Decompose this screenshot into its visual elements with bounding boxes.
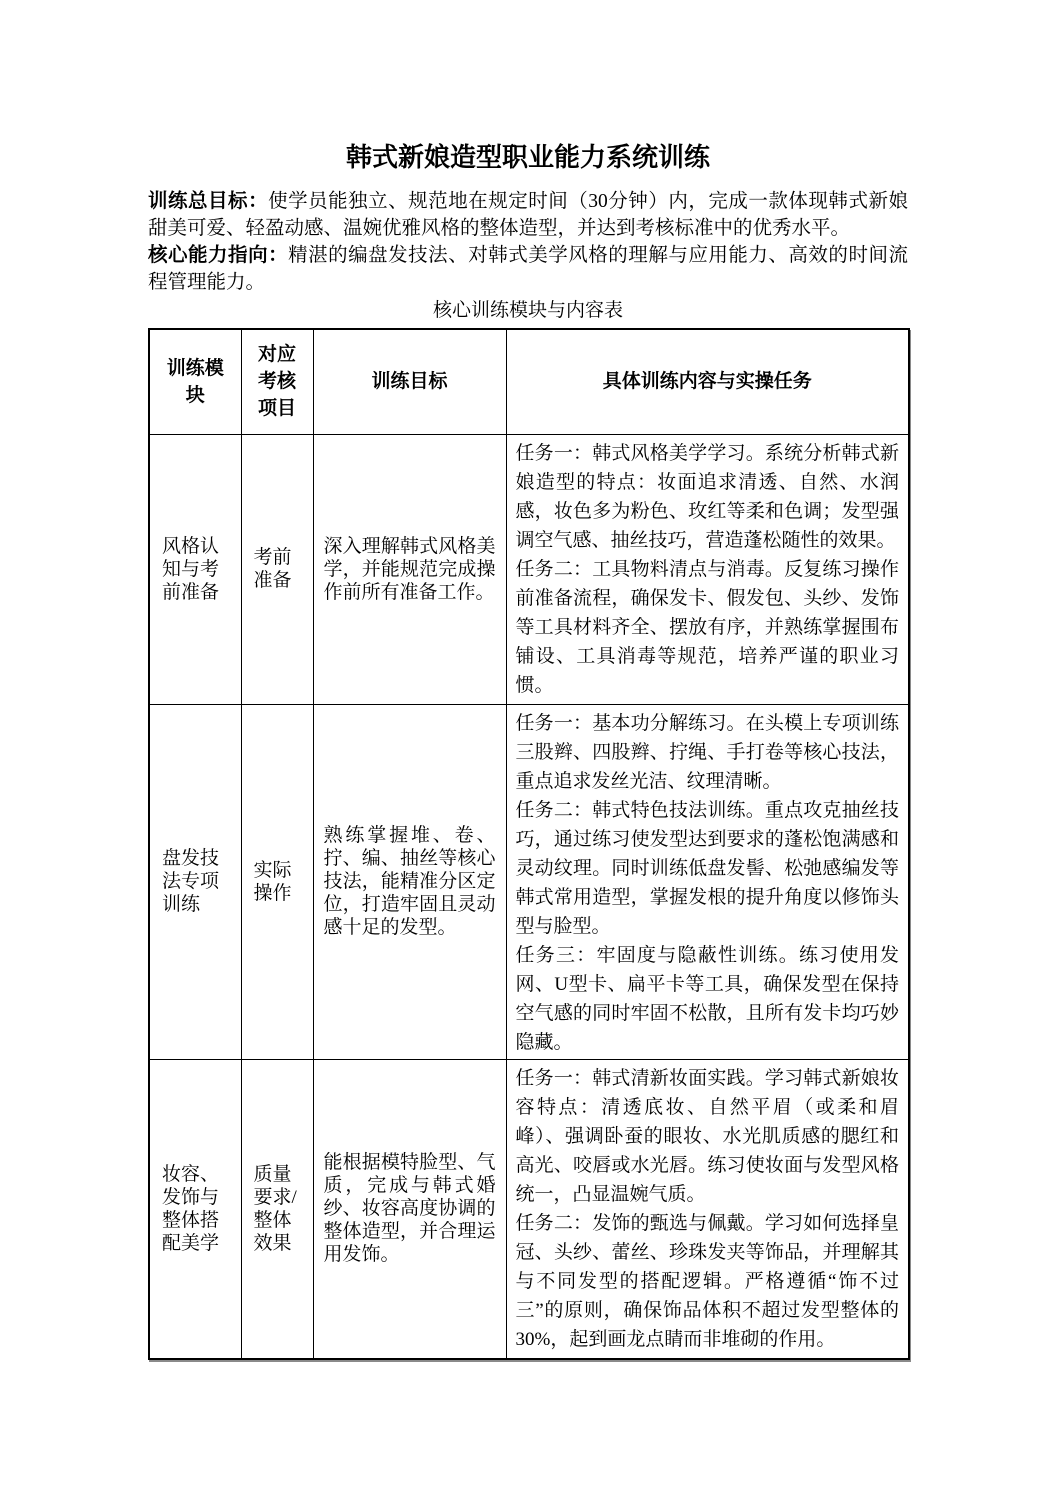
- cell-tasks: [506, 434, 909, 704]
- table-row-makeup-accessories: [149, 1059, 909, 1359]
- paragraph-overall-goal-label: 训练总目标：: [148, 191, 269, 212]
- cell-goal: 熟练掌握堆、卷、拧、编、抽丝等核心技法，能精准分区定位，打造牢固且灵动感十足的发型。: [313, 704, 506, 1059]
- training-modules-table: [148, 328, 910, 1360]
- cell-assessment: 实际操作: [241, 704, 313, 1059]
- cell-goal: 能根据模特脸型、气质，完成与韩式婚纱、妆容高度协调的整体造型，并合理运用发饰。: [313, 1059, 506, 1359]
- task-item: 任务一：韩式清新妆面实践。学习韩式新娘妆容特点：清透底妆、自然平眉（或柔和眉峰）、强调卧蚕的眼妆、水光肌质感的腮红和高光、咬唇或水光唇。练习使妆面与发型风格统一，凸显温婉气质。: [515, 1067, 899, 1205]
- cell-tasks: [506, 704, 909, 1059]
- table-row-updo-techniques: [149, 704, 909, 1059]
- col-header-tasks: 具体训练内容与实操任务: [506, 329, 909, 434]
- task-item: 任务二：韩式特色技法训练。重点攻克抽丝技巧，通过练习使发型达到要求的蓬松饱满感和灵动纹理。同时训练低盘发髻、松弛感编发等韩式常用造型，掌握发根的提升角度以修饰头型与脸型。: [515, 799, 899, 937]
- cell-assessment: 考前准备: [241, 434, 313, 704]
- paragraph-core-ability: [148, 242, 908, 296]
- cell-module: 风格认知与考前准备: [149, 434, 241, 704]
- col-header-module: 训练模块: [149, 329, 241, 434]
- col-header-assessment: 对应考核项目: [241, 329, 313, 434]
- col-header-goal: 训练目标: [313, 329, 506, 434]
- table-caption: 核心训练模块与内容表: [432, 300, 623, 321]
- cell-tasks: [506, 1059, 909, 1359]
- task-item: 任务二：工具物料清点与消毒。反复练习操作前准备流程，确保发卡、假发包、头纱、发饰等工具材料齐全、摆放有序，并熟练掌握围布铺设、工具消毒等规范，培养严谨的职业习惯。: [515, 558, 899, 696]
- paragraph-core-ability-text: 精湛的编盘发技法、对韩式美学风格的理解与应用能力、高效的时间流程管理能力。: [148, 245, 908, 293]
- paragraph-overall-goal: [148, 188, 908, 242]
- task-item: 任务一：基本功分解练习。在头模上专项训练三股辫、四股辫、拧绳、手打卷等核心技法，重点追求发丝光洁、纹理清晰。: [515, 712, 899, 792]
- task-item: 任务二：发饰的甄选与佩戴。学习如何选择皇冠、头纱、蕾丝、珍珠发夹等饰品，并理解其与不同发型的搭配逻辑。严格遵循“饰不过三”的原则，确保饰品体积不超过发型整体的30%，起到画龙点睛而非堆砌的作用。: [515, 1212, 899, 1350]
- table-row-style-cognition: [149, 434, 909, 704]
- task-item: 任务一：韩式风格美学学习。系统分析韩式新娘造型的特点：妆面追求清透、自然、水润感，妆色多为粉色、玫红等柔和色调；发型强调空气感、抽丝技巧，营造蓬松随性的效果。: [515, 442, 899, 551]
- page-title: 韩式新娘造型职业能力系统训练: [345, 143, 710, 172]
- cell-goal: 深入理解韩式风格美学，并能规范完成操作前所有准备工作。: [313, 434, 506, 704]
- paragraph-core-ability-label: 核心能力指向：: [148, 245, 289, 266]
- cell-module: 盘发技法专项训练: [149, 704, 241, 1059]
- cell-assessment: 质量要求/整体效果: [241, 1059, 313, 1359]
- cell-module: 妆容、发饰与整体搭配美学: [149, 1059, 241, 1359]
- table-header-row: [149, 329, 909, 434]
- paragraph-overall-goal-text: 使学员能独立、规范地在规定时间（30分钟）内，完成一款体现韩式新娘甜美可爱、轻盈动感、温婉优雅风格的整体造型，并达到考核标准中的优秀水平。: [148, 191, 908, 239]
- task-item: 任务三：牢固度与隐蔽性训练。练习使用发网、U型卡、扁平卡等工具，确保发型在保持空气感的同时牢固不松散，且所有发卡均巧妙隐藏。: [515, 944, 899, 1053]
